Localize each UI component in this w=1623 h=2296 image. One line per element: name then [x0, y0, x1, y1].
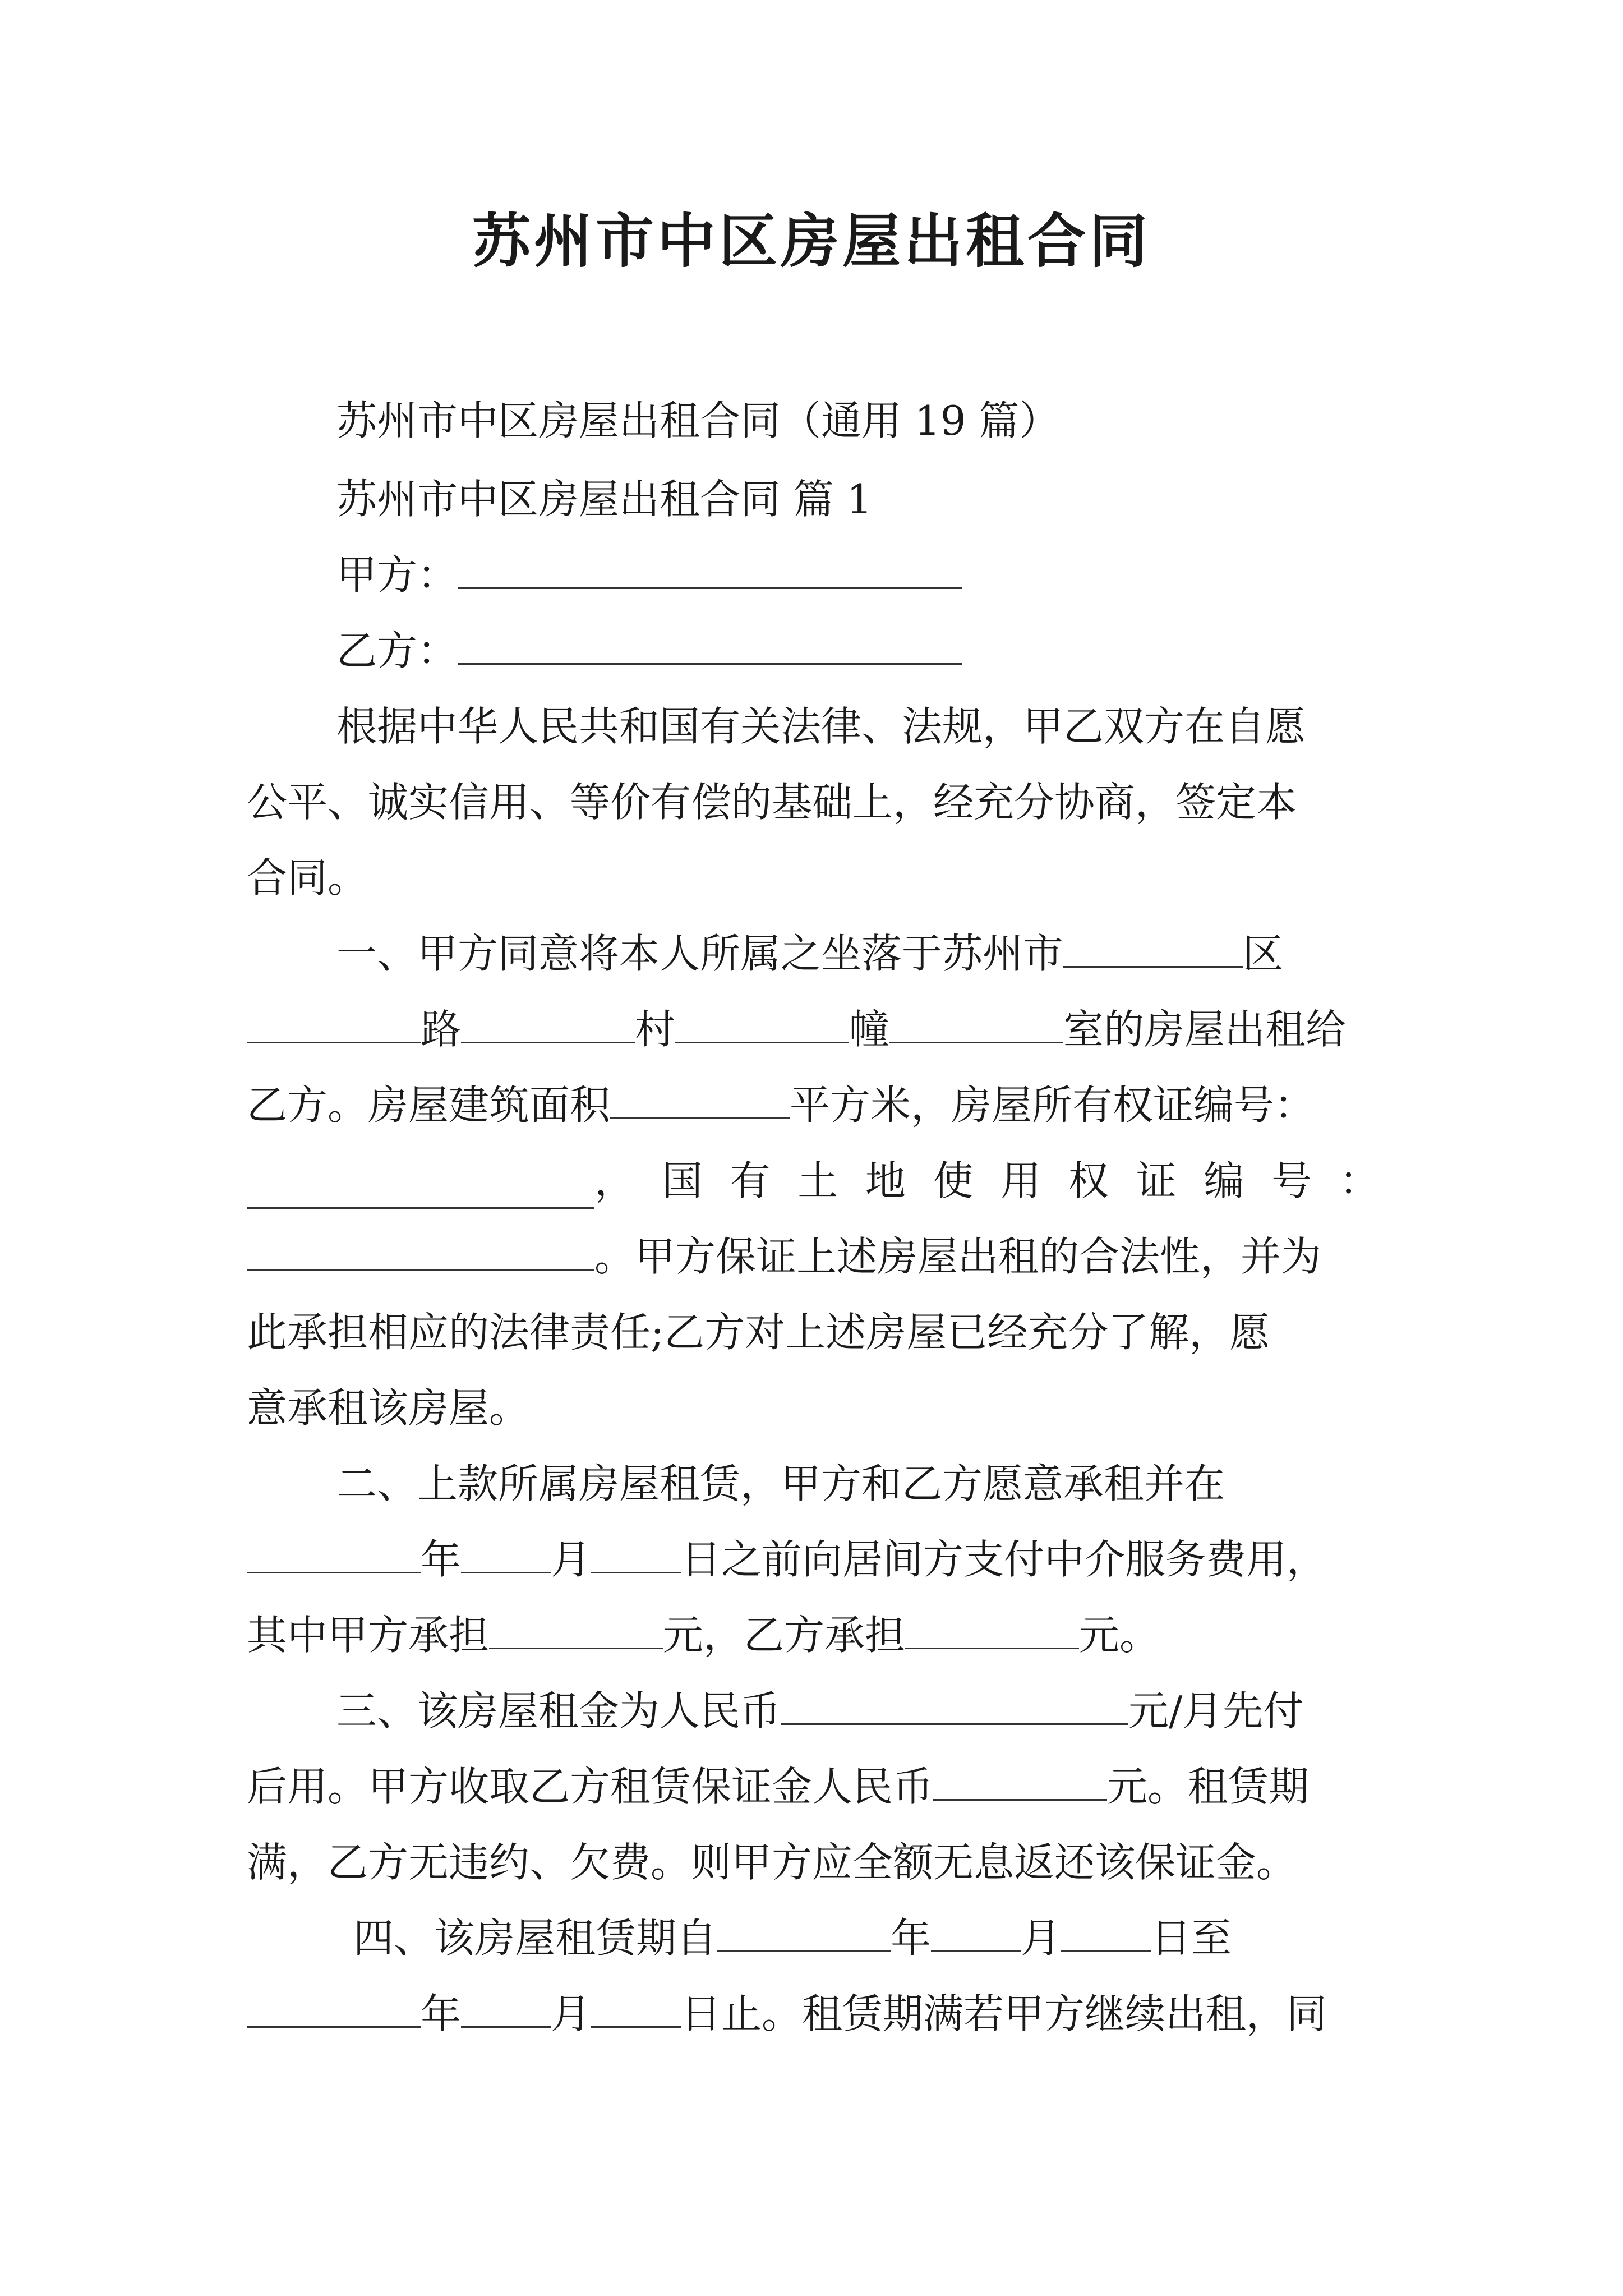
clause1-text: 一、甲方同意将本人所属之坐落于苏州市: [336, 930, 1064, 977]
clause1-char: 用: [1000, 1157, 1041, 1204]
party-b-label: 乙方：: [336, 627, 458, 674]
intro-line-1: 根据中华人民共和国有关法律、法规，甲乙双方在自愿: [336, 703, 1306, 750]
party-b-line: [336, 623, 962, 679]
lease-end-day-blank[interactable]: [591, 1987, 681, 2028]
clause4-text: 年: [891, 1915, 932, 1962]
clause1-text: 室的房屋出租给: [1063, 1006, 1347, 1053]
document-subtitle: 苏州市中区房屋出租合同（通用 19 篇）: [336, 397, 1060, 444]
clause4-text: 月: [1021, 1915, 1062, 1962]
clause1-line-2: [247, 1001, 1346, 1057]
clause1-line-5: [247, 1228, 1321, 1285]
clause2-text: 日之前向居间方支付中介服务费用，: [681, 1536, 1327, 1583]
clause3-text: 三、该房屋租金为人民币: [336, 1687, 781, 1734]
clause1-char: 土: [797, 1157, 838, 1204]
clause4-text: 日至: [1151, 1915, 1232, 1962]
clause1-text: 幢: [849, 1006, 890, 1053]
clause4-line-1: [353, 1910, 1232, 1966]
clause2-text: 元，乙方承担: [663, 1612, 906, 1659]
room-blank[interactable]: [889, 1002, 1063, 1043]
party-b-blank[interactable]: [458, 624, 962, 665]
lease-end-month-blank[interactable]: [461, 1987, 551, 2028]
area-blank[interactable]: [610, 1078, 790, 1119]
district-blank[interactable]: [1063, 927, 1243, 968]
party-a-label: 甲方：: [336, 551, 458, 599]
clause4-line-2: [247, 1986, 1327, 2042]
ownership-cert-blank[interactable]: [247, 1168, 594, 1209]
party-a-fee-blank[interactable]: [489, 1608, 663, 1649]
deposit-blank[interactable]: [933, 1760, 1107, 1801]
clause3-text: 元。租赁期: [1107, 1763, 1310, 1810]
rent-amount-blank[interactable]: [781, 1684, 1128, 1725]
clause2-text: 年: [421, 1536, 462, 1583]
clause3-line-1: [336, 1683, 1303, 1739]
clause1-text: 乙方。房屋建筑面积: [247, 1082, 611, 1129]
intro-line-2: 公平、诚实信用、等价有偿的基础上，经充分协商，签定本: [247, 779, 1297, 826]
clause1-line-1: [336, 926, 1283, 982]
lease-end-year-blank[interactable]: [247, 1987, 421, 2028]
party-a-line: [336, 547, 962, 603]
clause1-char: ：: [1339, 1157, 1380, 1204]
clause1-char: 有: [730, 1157, 771, 1204]
clause3-text: 元/月先付: [1128, 1687, 1304, 1734]
clause1-char: ，: [594, 1157, 635, 1204]
fee-month-blank[interactable]: [461, 1533, 551, 1573]
clause2-text: 其中甲方承担: [247, 1612, 490, 1659]
clause1-char: 号: [1271, 1157, 1312, 1204]
clause2-text: 元。: [1079, 1612, 1160, 1659]
lease-start-day-blank[interactable]: [1061, 1911, 1151, 1952]
clause4-text: 年: [421, 1990, 462, 2037]
land-cert-blank[interactable]: [247, 1230, 594, 1271]
clause1-line-4: [247, 1153, 1380, 1209]
party-a-blank[interactable]: [458, 548, 962, 589]
fee-day-blank[interactable]: [591, 1533, 681, 1573]
lease-start-year-blank[interactable]: [717, 1911, 891, 1952]
clause3-line-2: [247, 1759, 1309, 1815]
clause2-text: 月: [551, 1536, 592, 1583]
clause4-text: 月: [551, 1990, 592, 2037]
clause4-text: 四、该房屋租赁期自: [353, 1915, 717, 1962]
clause1-line-3: [247, 1077, 1315, 1133]
clause2-line-1: 二、上款所属房屋租赁，甲方和乙方愿意承租并在: [336, 1460, 1225, 1507]
intro-line-3: 合同。: [247, 854, 368, 901]
clause4-text: 日止。租赁期满若甲方继续出租，同: [681, 1990, 1327, 2037]
clause1-char: 编: [1204, 1157, 1244, 1204]
clause1-char: 证: [1136, 1157, 1177, 1204]
clause2-line-2: [247, 1531, 1327, 1588]
clause1-line-7: 意承租该房屋。: [247, 1384, 530, 1432]
road-blank[interactable]: [247, 1002, 421, 1043]
document-title: 苏州市中区房屋出租合同: [472, 206, 1151, 275]
lease-start-month-blank[interactable]: [931, 1911, 1021, 1952]
village-blank[interactable]: [461, 1002, 635, 1043]
clause3-text: 后用。甲方收取乙方租赁保证金人民币: [247, 1763, 934, 1810]
clause1-char: 使: [933, 1157, 974, 1204]
fee-year-blank[interactable]: [247, 1533, 421, 1573]
building-blank[interactable]: [675, 1002, 849, 1043]
clause1-text: 。甲方保证上述房屋出租的合法性，并为: [594, 1233, 1322, 1280]
clause1-text: 村: [635, 1006, 676, 1053]
clause1-line-6: 此承担相应的法律责任;乙方对上述房屋已经充分了解，愿: [247, 1309, 1270, 1356]
clause3-line-3: 满，乙方无违约、欠费。则甲方应全额无息返还该保证金。: [247, 1839, 1297, 1886]
clause1-text: 平方米，房屋所有权证编号：: [790, 1082, 1315, 1129]
clause2-line-3: [247, 1607, 1160, 1663]
clause1-char: 国: [662, 1157, 703, 1204]
clause1-char: 地: [865, 1157, 906, 1204]
clause1-char: 权: [1068, 1157, 1109, 1204]
article-heading: 苏州市中区房屋出租合同 篇 1: [336, 476, 873, 523]
party-b-fee-blank[interactable]: [905, 1608, 1079, 1649]
clause1-text: 区: [1243, 930, 1284, 977]
clause1-text: 路: [421, 1006, 462, 1053]
